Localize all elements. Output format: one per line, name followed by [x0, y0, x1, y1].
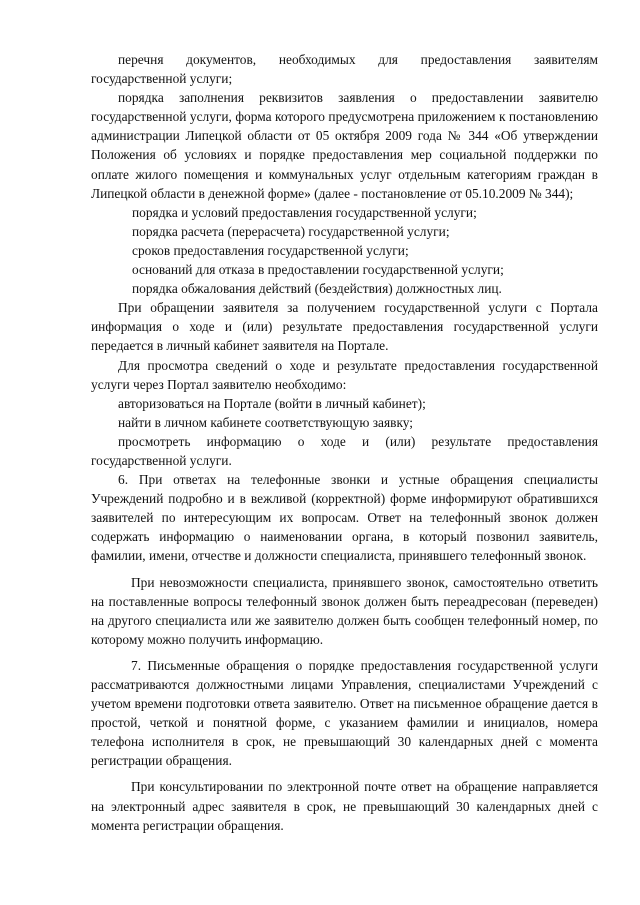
paragraph-section-7: 7. Письменные обращения о порядке предоставления государственной услуги рассматриваются должностными лицами Управления, специалистами Учреждений с учетом времени подготовки ответа заявителю. Ответ на письменное обращение дается в простой, четкой и понятной форме, с указанием фамилии и инициалов, номера телефона исполнителя в срок, не превышающий 30 календарных дней с момента регистрации обращения. [91, 657, 598, 769]
list-item-requisites: порядка заполнения реквизитов заявления о предоставлении заявителю государственной услуги, форма которого предусмотрена приложением к постановлению администрации Липецкой области от 05 октября 2009 года № 344 «Об утверждении Положения об условиях и порядке предоставления мер социальной поддержки по оплате жилого помещения и коммунальных услуг отдельным категориям граждан в Липецкой области в денежной форме» (далее - постановление от 05.10.2009 № 344); [91, 90, 598, 201]
list-item-find-request: найти в личном кабинете соответствующую заявку; [118, 414, 413, 430]
paragraph-portal-steps-intro: Для просмотра сведений о ходе и результате предоставления государственной услуги через Портал заявителю необходимо: [91, 357, 598, 392]
list-item-terms: сроков предоставления государственной услуги; [132, 242, 409, 258]
document-body [91, 50, 598, 835]
list-item-appeal: порядка обжалования действий (бездействия) должностных лиц. [132, 281, 502, 297]
list-item-view-info: просмотреть информацию о ходе и (или) результате предоставления государственной услуги. [91, 433, 598, 468]
list-item-authorize: авторизоваться на Портале (войти в личный кабинет); [118, 395, 426, 411]
paragraph-email-consulting: При консультировании по электронной почте ответ на обращение направляется на электронный адрес заявителя в срок, не превышающий 30 календарных дней с момента регистрации обращения. [91, 779, 598, 833]
list-item-documents: перечня документов, необходимых для предоставления заявителям государственной услуги; [91, 52, 598, 87]
paragraph-redirect-call: При невозможности специалиста, принявшего звонок, самостоятельно ответить на поставленные вопросы телефонный звонок должен быть переадресован (переведен) на другого специалиста или же заявителю должен быть сообщен телефонный номер, по которому можно получить информацию. [91, 574, 598, 647]
list-item-conditions: порядка и условий предоставления государственной услуги; [132, 204, 477, 220]
list-item-refusal: оснований для отказа в предоставлении государственной услуги; [132, 262, 504, 278]
list-item-calculation: порядка расчета (перерасчета) государственной услуги; [132, 223, 450, 239]
paragraph-portal-status: При обращении заявителя за получением государственной услуги с Портала информация о ходе и (или) результате предоставления государственной услуги передается в личный кабинет заявителя на Портале. [91, 300, 598, 354]
paragraph-section-6: 6. При ответах на телефонные звонки и устные обращения специалисты Учреждений подробно и в вежливой (корректной) форме информируют обратившихся заявителей по интересующим их вопросам. Ответ на телефонный звонок должен содержать информацию о наименовании органа, в который позвонил заявитель, фамилии, имени, отчестве и должности специалиста, принявшего телефонный звонок. [91, 472, 598, 564]
